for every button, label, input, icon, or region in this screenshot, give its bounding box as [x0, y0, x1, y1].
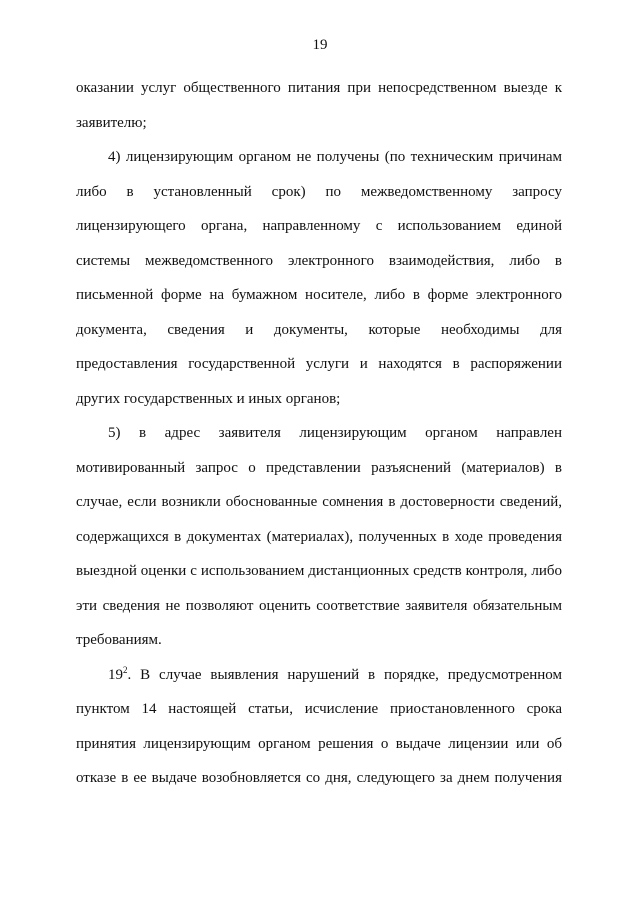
section-superscript: 2 — [123, 664, 128, 675]
document-body — [76, 71, 562, 796]
page-number: 19 — [312, 37, 328, 53]
paragraph-item-5: 5) в адрес заявителя лицензирующим органом направлен мотивированный запрос о представлении разъяснений (материалов) в случае, если возникли обоснованные сомнения в достоверности сведений, содержащихся в документах (материалах), полученных в ходе проведения выездной оценки с использованием дистанционных средств контроля, либо эти сведения не позволяют оценить соответствие заявителя обязательным требованиям. — [76, 425, 562, 648]
paragraph-item-4: 4) лицензирующим органом не получены (по техническим причинам либо в установленный срок) по межведомственному запросу лицензирующего органа, направленному с использованием единой системы межведомственного электронного взаимодействия, либо в письменной форме на бумажном носителе, либо в форме электронного документа, сведения и документы, которые необходимы для предоставления государственной услуги и находятся в распоряжении других государственных и иных органов; — [76, 149, 562, 407]
paragraph-continuation: оказании услуг общественного питания при непосредственном выезде к заявителю; — [76, 80, 562, 131]
paragraph-19-2 — [76, 658, 562, 796]
section-number: 19 — [108, 666, 123, 683]
section-text: . В случае выявления нарушений в порядке, предусмотренном пунктом 14 настоящей статьи, исчисление приостановленного срока принятия лицензирующим органом решения о выдаче лицензии или об отказе в ее выдаче возобновляется со дня, следующего за днем получения — [76, 666, 562, 786]
